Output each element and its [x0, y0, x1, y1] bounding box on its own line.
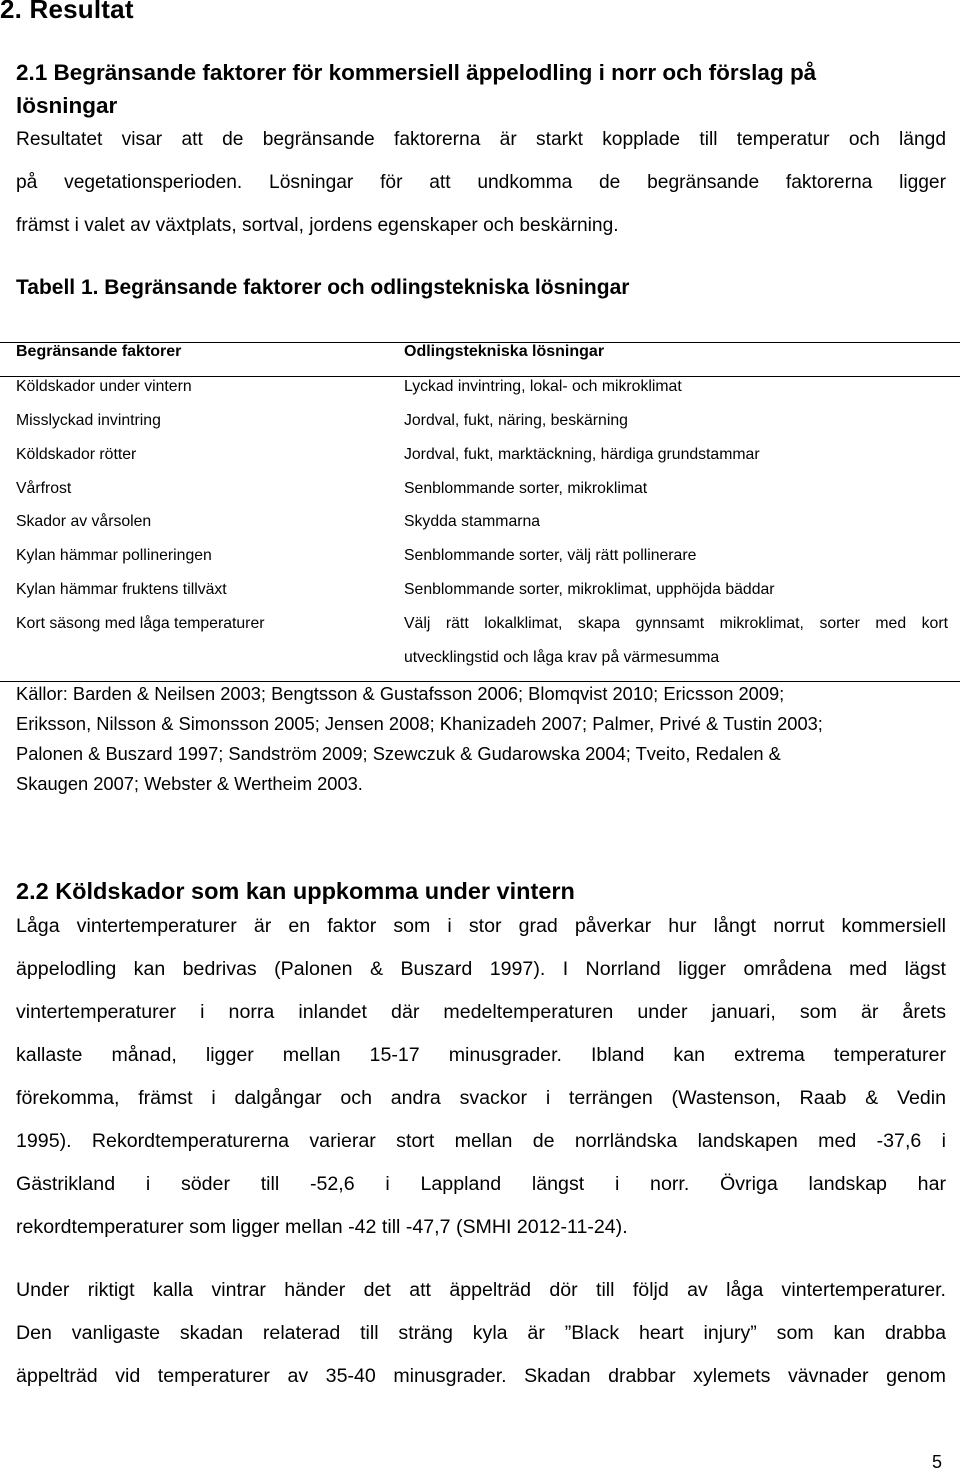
- section-2-2-para1-line: Låga vintertemperaturer är en faktor som i stor grad påverkar hur långt norrut kommersiell: [16, 915, 946, 937]
- section-2-2-para2-line: äppelträd vid temperaturer av 35-40 minusgrader. Skadan drabbar xylemets vävnader genom: [16, 1365, 946, 1387]
- table-cell-factor: Skador av vårsolen: [16, 513, 152, 530]
- table-cell-solution: Senblommande sorter, välj rätt pollinerare: [404, 547, 697, 564]
- table-cell-solution-continuation: utvecklingstid och låga krav på värmesumma: [404, 649, 720, 666]
- table-sources-line: Skaugen 2007; Webster & Wertheim 2003.: [16, 773, 363, 794]
- table-cell-solution: Lyckad invintring, lokal- och mikroklimat: [404, 378, 682, 395]
- table-cell-factor: Vårfrost: [16, 480, 72, 497]
- table-cell-solution: Skydda stammarna: [404, 513, 541, 530]
- table-cell-factor: Köldskador rötter: [16, 446, 137, 463]
- table-sources-line: Eriksson, Nilsson & Simonsson 2005; Jensen 2008; Khanizadeh 2007; Palmer, Privé & Tustin 2003;: [16, 713, 823, 734]
- table-cell-solution: Senblommande sorter, mikroklimat: [404, 480, 648, 497]
- section-2-2-para2-line: Den vanligaste skadan relaterad till sträng kyla är ”Black heart injury” som kan drabba: [16, 1322, 946, 1344]
- page-number: 5: [932, 1452, 943, 1472]
- page-heading: 2. Resultat: [0, 0, 134, 24]
- section-2-2-para1-line: förekomma, främst i dalgångar och andra svackor i terrängen (Wastenson, Raab & Vedin: [16, 1087, 946, 1109]
- section-2-2-para1-line: rekordtemperaturer som ligger mellan -42 till -47,7 (SMHI 2012-11-24).: [16, 1216, 628, 1238]
- table-rule-header: [0, 376, 960, 377]
- table-sources-line: Palonen & Buszard 1997; Sandström 2009; Szewczuk & Gudarowska 2004; Tveito, Redalen &: [16, 743, 781, 764]
- table-cell-factor: Kylan hämmar fruktens tillväxt: [16, 581, 227, 598]
- table-cell-factor: Kylan hämmar pollineringen: [16, 547, 212, 564]
- table-cell-factor: Kort säsong med låga temperaturer: [16, 615, 265, 632]
- section-2-2-para1-line: 1995). Rekordtemperaturerna varierar stort mellan de norrländska landskapen med -37,6 i: [16, 1130, 946, 1152]
- table-sources-line: Källor: Barden & Neilsen 2003; Bengtsson & Gustafsson 2006; Blomqvist 2010; Ericsson 2009;: [16, 683, 785, 704]
- table-rule-bottom: [0, 681, 960, 682]
- table-cell-solution: Jordval, fukt, näring, beskärning: [404, 412, 628, 429]
- table-caption: Tabell 1. Begränsande faktorer och odlingstekniska lösningar: [16, 276, 630, 299]
- section-2-2-para1-line: vintertemperaturer i norra inlandet där medeltemperaturen under januari, som är årets: [16, 1001, 946, 1023]
- table-cell-solution: Välj rätt lokalklimat, skapa gynnsamt mikroklimat, sorter med kort: [404, 615, 948, 632]
- table-header-factors: Begränsande faktorer: [16, 343, 182, 360]
- section-2-1-title-line-1: 2.1 Begränsande faktorer för kommersiell äppelodling i norr och förslag på: [16, 60, 817, 85]
- table-header-solutions: Odlingstekniska lösningar: [404, 343, 605, 360]
- section-2-2-para1-line: Gästrikland i söder till -52,6 i Lappland längst i norr. Övriga landskap har: [16, 1173, 946, 1195]
- table-cell-solution: Senblommande sorter, mikroklimat, upphöjda bäddar: [404, 581, 775, 598]
- table-cell-factor: Misslyckad invintring: [16, 412, 161, 429]
- section-2-1-body-line: på vegetationsperioden. Lösningar för att undkomma de begränsande faktorerna ligger: [16, 172, 946, 193]
- section-2-1-body-line: främst i valet av växtplats, sortval, jordens egenskaper och beskärning.: [16, 215, 619, 236]
- section-2-1-title-line-2: lösningar: [16, 93, 118, 118]
- table-cell-factor: Köldskador under vintern: [16, 378, 192, 395]
- section-2-2-para1-line: kallaste månad, ligger mellan 15-17 minusgrader. Ibland kan extrema temperaturer: [16, 1044, 946, 1066]
- section-2-2-title: 2.2 Köldskador som kan uppkomma under vintern: [16, 878, 575, 904]
- section-2-2-para1-line: äppelodling kan bedrivas (Palonen & Buszard 1997). I Norrland ligger områdena med lägst: [16, 958, 946, 980]
- section-2-1-body-line: Resultatet visar att de begränsande faktorerna är starkt kopplade till temperatur och längd: [16, 129, 946, 150]
- section-2-2-para2-line: Under riktigt kalla vintrar händer det att äppelträd dör till följd av låga vintertemperaturer.: [16, 1279, 946, 1301]
- table-cell-solution: Jordval, fukt, marktäckning, härdiga grundstammar: [404, 446, 760, 463]
